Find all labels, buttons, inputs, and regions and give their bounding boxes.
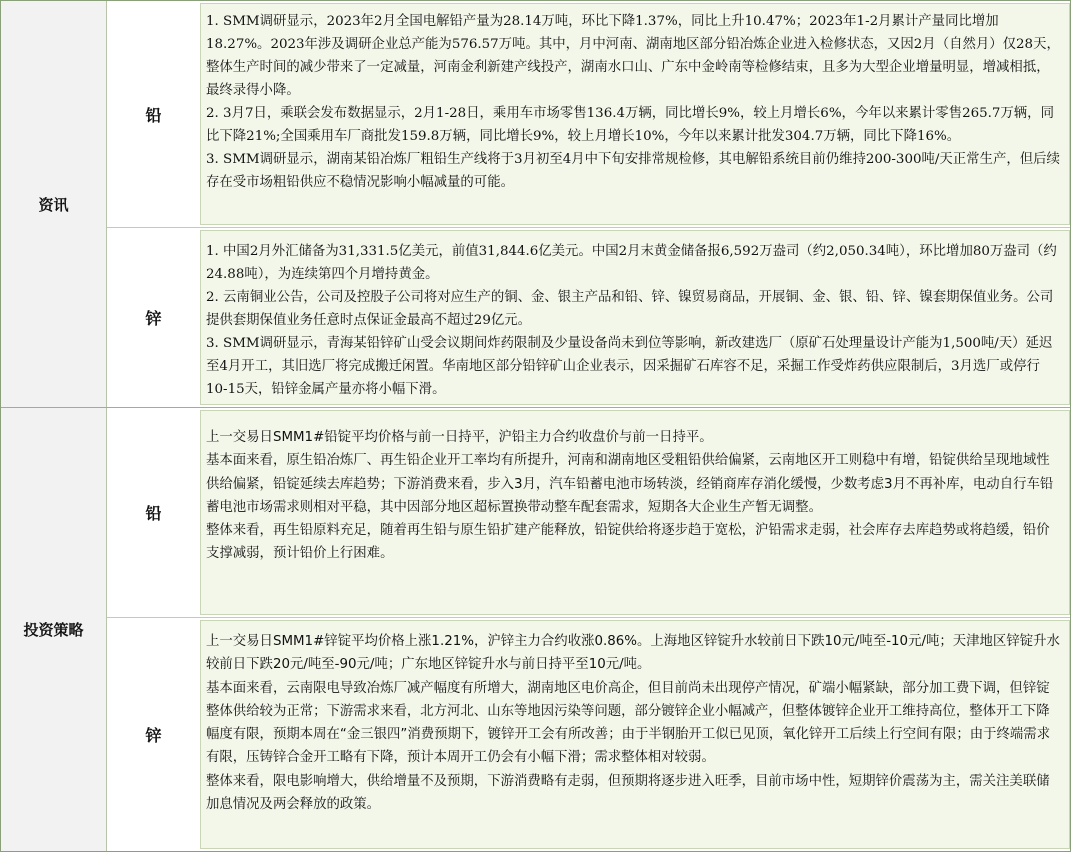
- paragraph: 2. 云南铜业公告，公司及控股子公司将对应生产的铜、金、银主产品和铅、锌、镍贸易商品，开展铜、金、银、铅、锌、镍套期保值业务。公司提供套期保值业务任意时点保证金最高不超过29亿元。: [206, 290, 1054, 328]
- strategy-lead-content: [200, 410, 1070, 615]
- metal-label: 铅: [145, 504, 162, 523]
- news-zinc-label-cell: [107, 228, 200, 407]
- paragraph: 基本面来看，云南限电导致冶炼厂减产幅度有所增大，湖南地区电价高企，但目前尚未出现停产情况，矿端小幅紧缺，部分加工费下调，但锌锭整体供给较为正常；下游需求来看，北方河北、山东等地因污染等问题，部分镀锌企业小幅减产，但整体镀锌企业开工维持高位，整体开工下降幅度有限，预期本周在“金三银四”消费预期下，镀锌开工会有所改善；由于半钢胎开工似已见顶，氧化锌开工后续上行空间有限；由于终端需求有限，压铸锌合金开工略有下降，预计本周开工仍会有小幅下滑；需求整体相对较弱。: [206, 680, 1051, 766]
- strategy-zinc-label-cell: [107, 618, 200, 851]
- news-lead-content: [200, 3, 1070, 225]
- paragraph: 整体来看，再生铅原料充足，随着再生铅与原生铅扩建产能释放，铅锭供给将逐步趋于宽松，沪铅需求走弱，社会库存去库趋势或将趋缓，铅价支撑减弱，预计铅价上行困难。: [206, 523, 1050, 562]
- paragraph: 1. 中国2月外汇储备为31,331.5亿美元，前值31,844.6亿美元。中国2月末黄金储备报6,592万盎司（约2,050.34吨），环比增加80万盎司（约24.88吨），为连续第四个月增持黄金。: [206, 244, 1057, 282]
- paragraph: 上一交易日SMM1#锌锭平均价格上涨1.21%，沪锌主力合约收涨0.86%。上海地区锌锭升水较前日下跌10元/吨至-10元/吨；天津地区锌锭升水较前日下跌20元/吨至-90元/吨；广东地区锌锭升水与前日持平至10元/吨。: [206, 634, 1060, 673]
- strategy-lead-label-cell: [107, 408, 200, 617]
- category-strategy: [1, 408, 107, 851]
- row-divider: [107, 617, 1070, 618]
- category-strategy-label: 投资策略: [23, 621, 84, 639]
- category-news-label: 资讯: [38, 195, 69, 214]
- paragraph: 2. 3月7日，乘联会发布数据显示，2月1-28日，乘用车市场零售136.4万辆，同比增长9%，较上月增长6%，今年以来累计零售265.7万辆，同比下降21%;全国乘用车厂商批发159.8万辆，同比增长9%，较上月增长10%，今年以来累计批发304.7万辆，同比下降16%。: [206, 106, 1054, 144]
- paragraph: 整体来看，限电影响增大，供给增量不及预期，下游消费略有走弱，但预期将逐步进入旺季，目前市场中性，短期锌价震荡为主，需关注美联储加息情况及两会释放的政策。: [206, 773, 1050, 813]
- category-news: [1, 1, 107, 407]
- paragraph: 上一交易日SMM1#铅锭平均价格与前一日持平，沪铅主力合约收盘价与前一日持平。: [206, 430, 713, 445]
- row-divider: [107, 227, 1070, 228]
- metal-label: 铅: [145, 105, 162, 125]
- strategy-zinc-content: [200, 620, 1070, 849]
- metal-label: 锌: [145, 309, 162, 328]
- paragraph: 3. SMM调研显示，青海某铅锌矿山受会议期间炸药限制及少量设备尚未到位等影响，新改建选厂（原矿石处理量设计产能为1,500吨/天）延迟至4月开工，其旧选厂将完成搬迁闲置。华南地区部分铅锌矿山企业表示，因采掘矿石库容不足，采掘工作受炸药供应限制后，3月选厂或停行10-15天，铅锌金属产量亦将小幅下滑。: [206, 336, 1053, 397]
- paragraph: 3. SMM调研显示，湖南某铅冶炼厂粗铅生产线将于3月初至4月中下旬安排常规检修，其电解铅系统目前仍维持200-300吨/天正常生产，但后续存在受市场粗铅供应不稳情况影响小幅减量的可能。: [206, 152, 1060, 190]
- paragraph: 1. SMM调研显示，2023年2月全国电解铅产量为28.14万吨，环比下降1.37%，同比上升10.47%；2023年1-2月累计产量同比增加18.27%。2023年涉及调研企业总产能为576.57万吨。其中，月中河南、湖南地区部分铅冶炼企业进入检修状态，又因2月（自然月）仅28天，整体生产时间的减少带来了一定减量，河南金利新建产线投产，湖南水口山、广东中金岭南等检修结束，且多为大型企业增量明显，增减相抵，最终录得小降。: [206, 14, 1060, 98]
- metal-label: 锌: [145, 726, 162, 745]
- paragraph: 基本面来看，原生铅冶炼厂、再生铅企业开工率均有所提升，河南和湖南地区受粗铅供给偏紧，云南地区开工则稳中有增，铅锭供给呈现地域性供给偏紧，铅锭延续去库趋势；下游消费来看，步入3月，汽车铅蓄电池市场转淡，经销商库存消化缓慢，少数考虑3月不再补库，电动自行车铅蓄电池市场需求则相对平稳，其中因部分地区超标置换带动整车配套需求，短期各大企业生产暂无调整。: [206, 453, 1054, 515]
- news-zinc-content: [200, 230, 1070, 405]
- news-lead-label-cell: [107, 1, 200, 227]
